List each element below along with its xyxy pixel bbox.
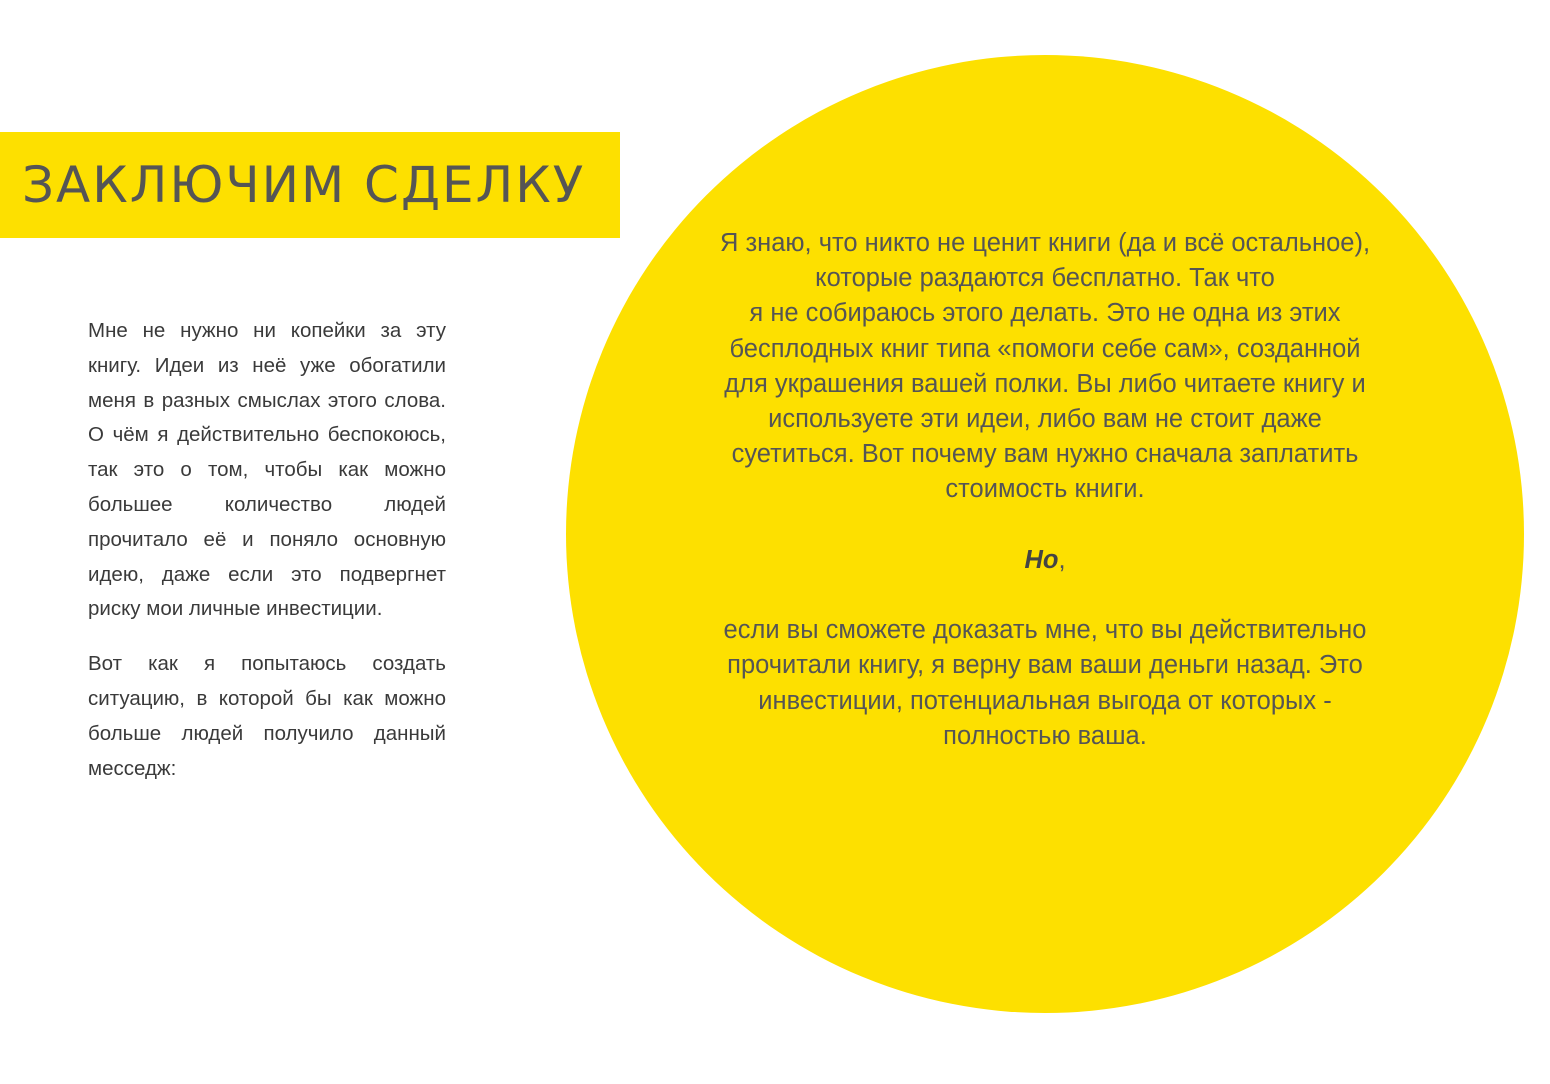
page-title: ЗАКЛЮЧИМ СДЕЛКУ [22, 156, 586, 214]
intro-text-column [88, 314, 446, 806]
emphasis-comma: , [1058, 545, 1066, 574]
spacer [706, 578, 1384, 613]
emphasis-word: Но [1024, 545, 1059, 574]
title-banner [0, 132, 620, 238]
spacer [706, 508, 1384, 543]
intro-paragraph-2: Вот как я попытаюсь создать ситуацию, в которой бы как можно больше людей получило данный месседж: [88, 652, 446, 780]
circle-text-block [706, 226, 1384, 754]
circle-paragraph-1-start: Я знаю, что никто не ценит книги (да и всё остальное), которые раздаются бесплатно. Так что [719, 229, 1371, 293]
circle-emphasis-line [706, 543, 1384, 578]
circle-paragraph-2: если вы сможете доказать мне, что вы действительно прочитали книгу, я верну вам ваши деньги назад. Это инвестиции, потенциальная выгода от которых - полностью ваша. [723, 616, 1367, 750]
circle-paragraph-1-rest: я не собираюсь этого делать. Это не одна из этих бесплодных книг типа «помоги себе сам», созданной для украшения вашей полки. Вы либо читаете книгу и используете эти идеи, либо вам не стоит даже суетиться. Вот почему вам нужно сначала заплатить стоимость книги. [724, 299, 1366, 504]
intro-paragraph-1: Мне не нужно ни копейки за эту книгу. Идеи из неё уже обогатили меня в разных смыслах этого слова. О чём я действительно беспокоюсь, так это о том, чтобы как можно большее количество людей прочитало её и поняло основную идею, даже если это подвергнет риску мои личные инвестиции. [88, 319, 446, 621]
